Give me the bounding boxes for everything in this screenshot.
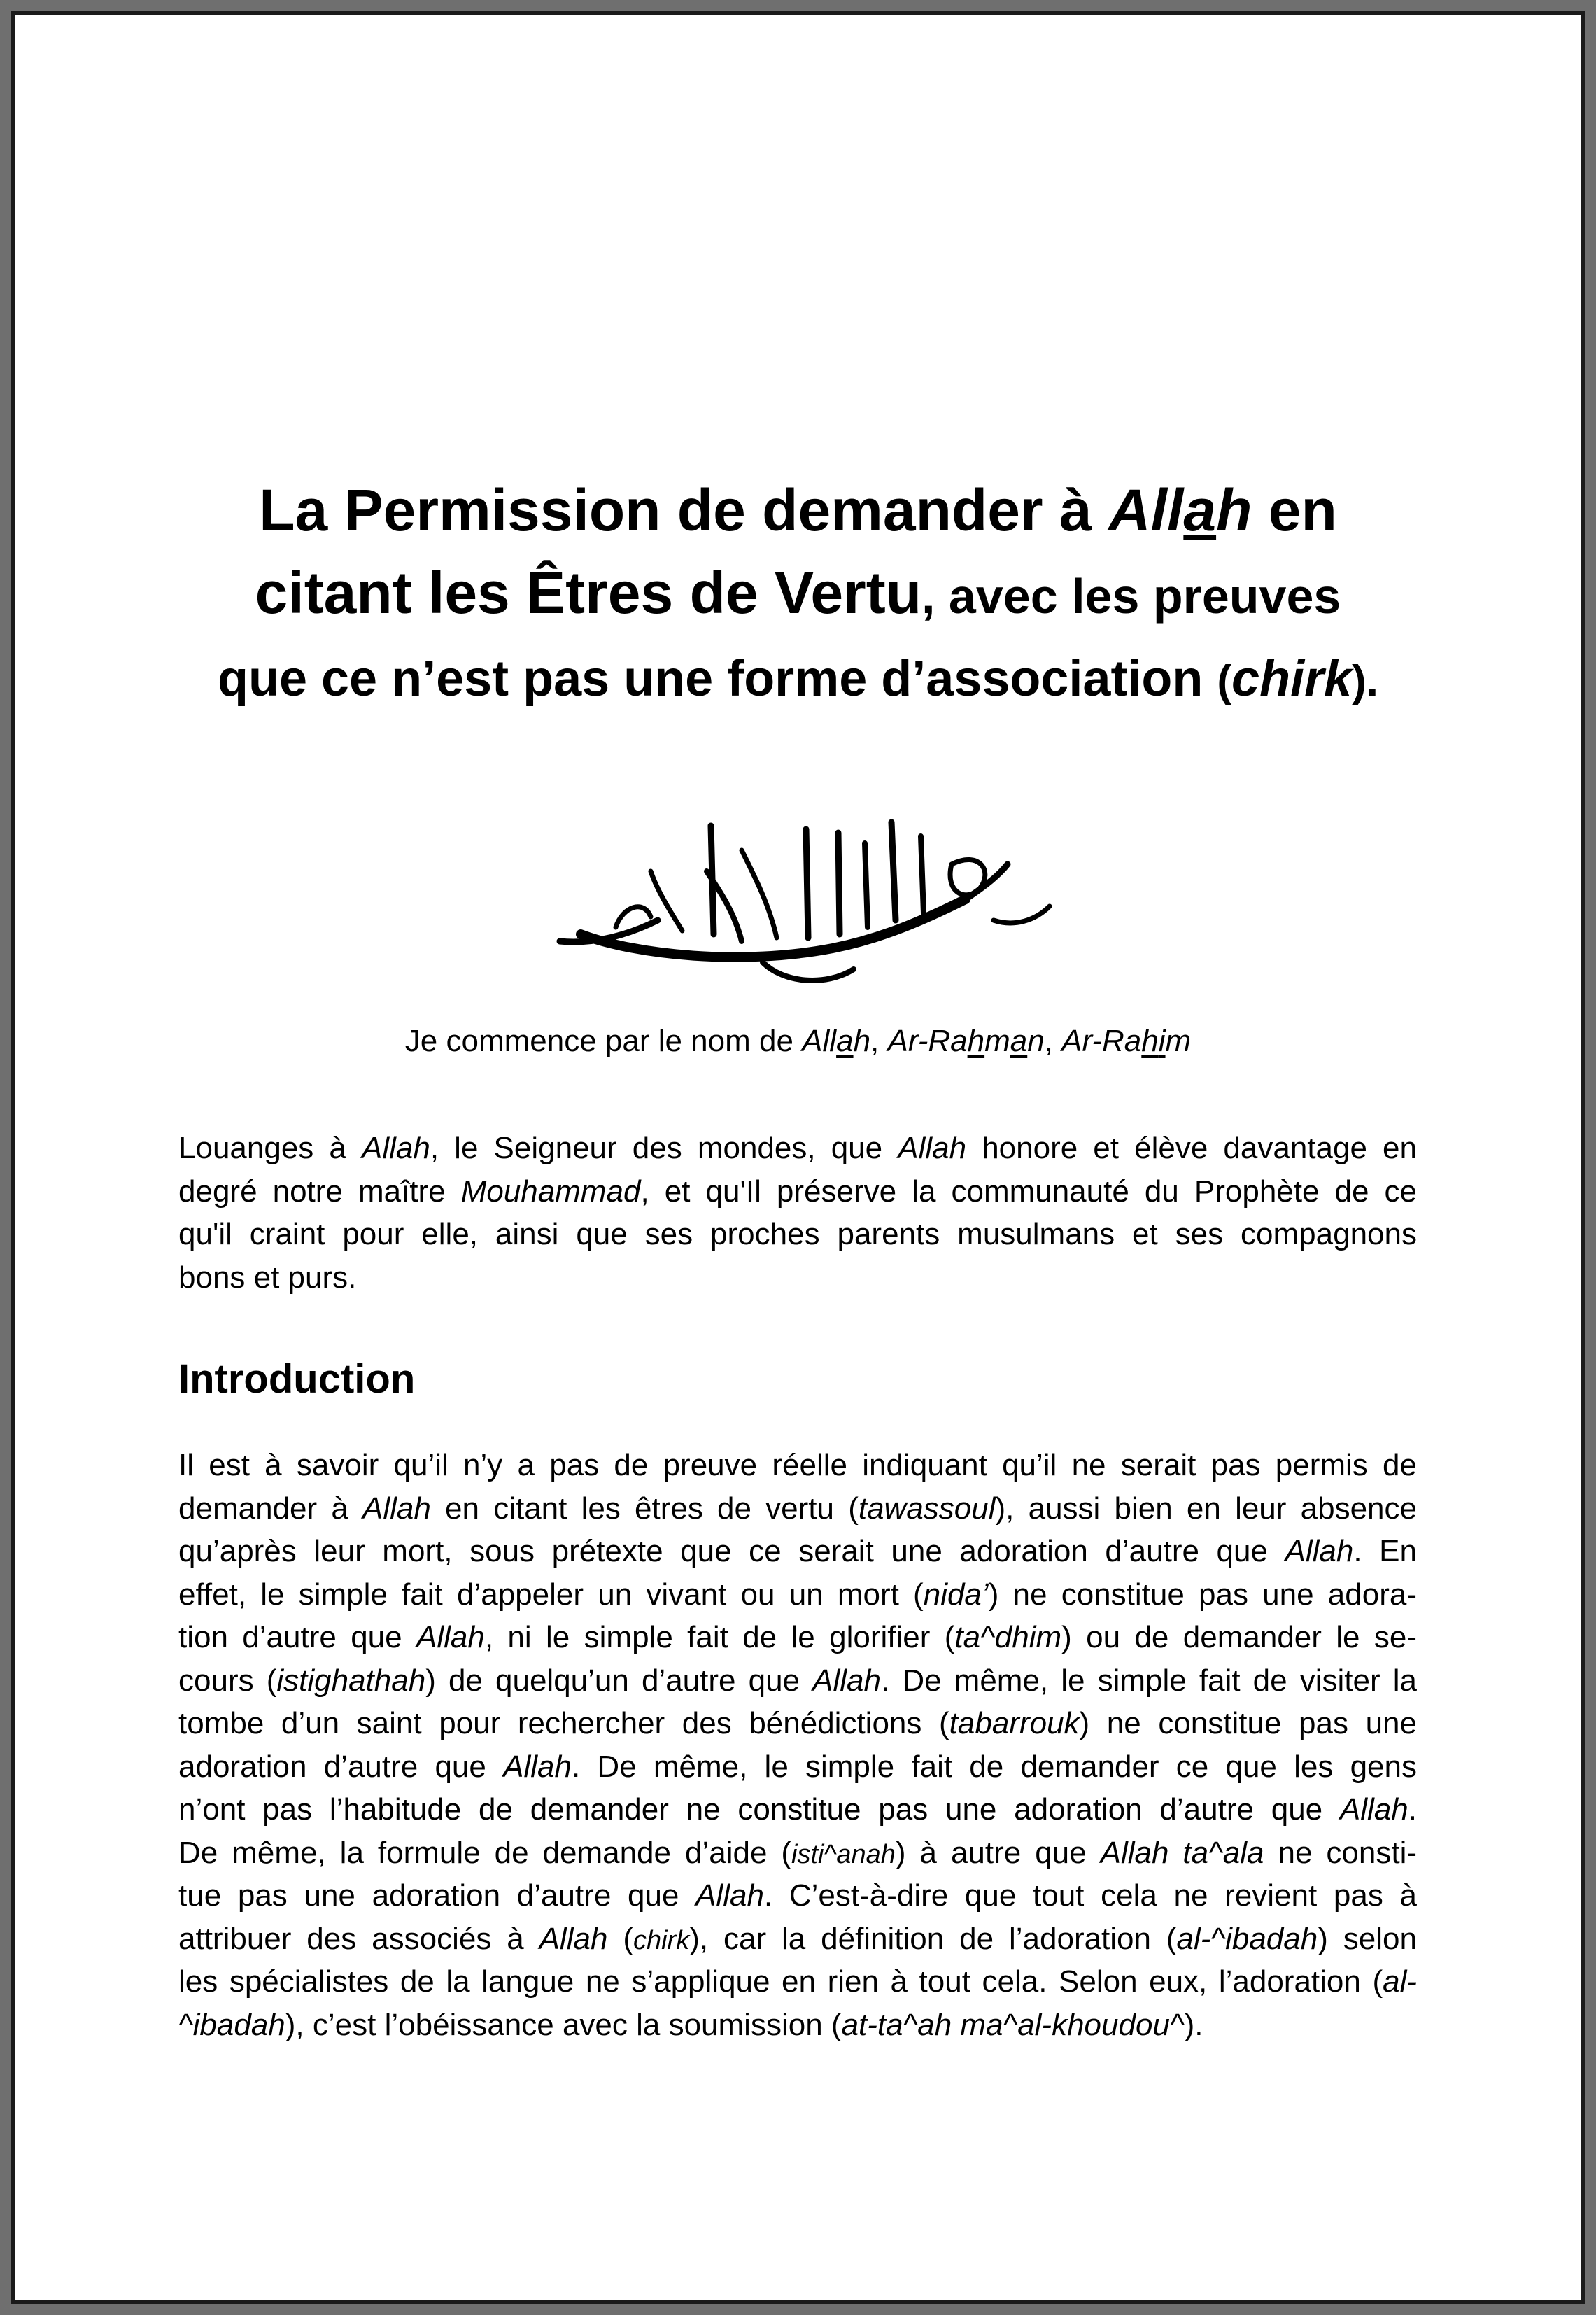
paragraph-line: bons et purs. (178, 1260, 357, 1295)
basmala-translation: Je commence par le nom de Allah, Ar-Rahman, Ar-Rahim (404, 1024, 1192, 1058)
paragraph-line: tombe d’un saint pour rechercher des bénédictions (tabarrouk) ne constitue pas une (178, 1706, 1417, 1740)
paragraph-line: qu'il craint pour elle, ainsi que ses proches parents musulmans et ses compagnons (178, 1217, 1417, 1251)
title-text: La Permission de demander à (259, 477, 1109, 543)
body-paragraph (178, 1444, 1417, 2046)
section-heading: Introduction (178, 1356, 416, 1402)
paragraph-line: attribuer des associés à Allah (chirk), car la définition de l’adoration (al-^ibadah) selon (178, 1921, 1417, 1956)
paragraph-line: ^ibadah), c’est l’obéissance avec la soumission (at-ta^ah ma^al-khoudou^). (178, 2007, 1203, 2042)
title-subtext: , avec les preuves (921, 569, 1341, 624)
basmala-calligraphy-image (532, 794, 1064, 1004)
paragraph-line: n’ont pas l’habitude de demander ne constitue pas une adoration d’autre que Allah. (178, 1792, 1417, 1827)
paragraph-line: effet, le simple fait d’appeler un vivant ou un mort (nida’) ne constitue pas une adora- (178, 1577, 1417, 1612)
paragraph-line: Louanges à Allah, le Seigneur des mondes, que Allah honore et élève davantage en (178, 1131, 1417, 1165)
title-text: que ce n’est pas une forme d’association (217, 651, 1217, 707)
title-chirk-term: chirk (1231, 651, 1353, 707)
paragraph-line: Il est à savoir qu’il n’y a pas de preuve réelle indiquant qu’il ne serait pas permis de (178, 1448, 1417, 1482)
paragraph-line: adoration d’autre que Allah. De même, le simple fait de demander ce que les gens (178, 1749, 1417, 1784)
paragraph-line: tion d’autre que Allah, ni le simple fait de le glorifier (ta^dhim) ou de demander le se- (178, 1620, 1417, 1654)
title-line-1 (140, 469, 1456, 551)
title-line-3: que ce n’est pas une forme d’association (chirk). (217, 651, 1379, 707)
paragraph-line: De même, la formule de demande d’aide (isti^anah) à autre que Allah ta^ala ne consti- (178, 1835, 1417, 1870)
document-title (140, 469, 1456, 723)
paragraph-line: demander à Allah en citant les êtres de vertu (tawassoul), aussi bien en leur absence (178, 1491, 1417, 1526)
title-text: citant les Êtres de Vertu (255, 560, 922, 626)
paragraph-line: degré notre maître Mouhammad, et qu'Il préserve la communauté du Prophète de ce (178, 1174, 1417, 1209)
title-text: en (1252, 477, 1337, 543)
title-allah: Allah (1108, 477, 1252, 543)
paragraph-line: cours (istighathah) de quelqu’un d’autre que Allah. De même, le simple fait de visiter la (178, 1663, 1417, 1698)
paragraph-line: les spécialistes de la langue ne s’applique en rien à tout cela. Selon eux, l’adoration (al- (178, 1964, 1417, 1999)
paragraph-line: tue pas une adoration d’autre que Allah. C’est-à-dire que tout cela ne revient pas à (178, 1878, 1417, 1913)
intro-paragraph (178, 1127, 1417, 1299)
paragraph-line: qu’après leur mort, sous prétexte que ce serait une adoration d’autre que Allah. En (178, 1534, 1417, 1568)
title-line-2 (140, 551, 1456, 638)
